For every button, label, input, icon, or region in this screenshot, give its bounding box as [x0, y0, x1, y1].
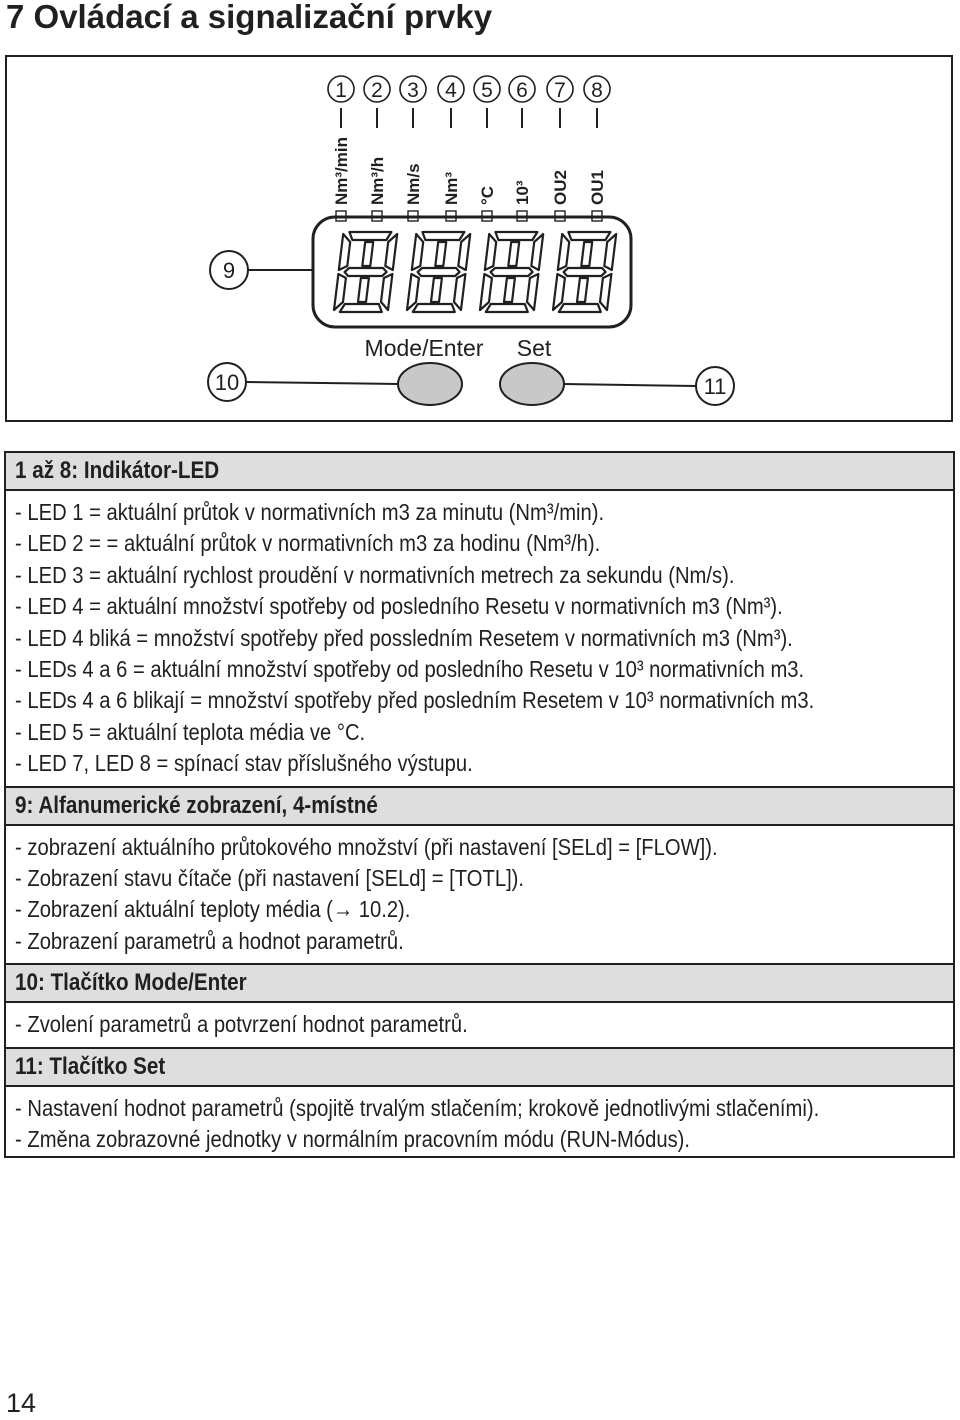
legend-body-mode-enter — [6, 1003, 953, 1048]
line-text: - LED 3 = aktuální rychlost proudění v normativních metrech za sekundu (Nm/s). — [15, 561, 735, 588]
display-segment — [381, 274, 392, 310]
legend-line — [15, 528, 953, 559]
line-text: - Zobrazení aktuální teploty média (→ 10.2). — [15, 896, 411, 923]
display-segment — [568, 232, 610, 240]
display-segment — [339, 234, 350, 270]
led-callout-number: 3 — [407, 79, 419, 102]
legend-line — [15, 748, 953, 779]
display-segment — [486, 304, 528, 312]
led-callout-number: 2 — [371, 79, 383, 102]
led-unit-labels — [332, 137, 607, 205]
set-button[interactable] — [500, 363, 564, 405]
display-segment — [431, 278, 442, 302]
led-unit-label: Nm³/min — [332, 137, 351, 205]
legend-line — [15, 926, 953, 957]
page-title: 7 Ovládací a signalizační prvky — [6, 0, 493, 35]
led-callout-number: 8 — [591, 79, 603, 102]
led-unit-label: 10³ — [513, 180, 532, 205]
legend-line — [15, 1093, 953, 1124]
legend-line — [15, 717, 953, 748]
display-window — [313, 217, 631, 327]
led-number-callouts — [328, 76, 610, 102]
legend-body-leds — [6, 491, 953, 788]
set-leader-line — [564, 384, 696, 386]
display-segment — [362, 242, 373, 266]
line-text: - zobrazení aktuálního průtokového množství (při nastavení [SELd] = [FLOW]). — [15, 833, 718, 860]
display-segment — [564, 268, 606, 276]
heading-text: 10: Tlačítko Mode/Enter — [15, 969, 247, 997]
set-callout-number: 11 — [703, 374, 727, 399]
line-text: - LED 4 = aktuální množství spotřeby od posledního Resetu v normativních m3 (Nm³). — [15, 593, 783, 620]
legend-line — [15, 832, 953, 863]
legend-line — [15, 591, 953, 622]
legend-line — [15, 560, 953, 591]
display-segment — [495, 232, 537, 240]
legend-line — [15, 1124, 953, 1155]
line-text: - Zvolení parametrů a potvrzení hodnot parametrů. — [15, 1011, 468, 1038]
legend-heading-set — [6, 1049, 953, 1087]
line-text: - LEDs 4 a 6 blikají = množství spotřeby před posledním Resetem v 10³ normativních m3. — [15, 687, 815, 714]
mode-enter-callout-number: 10 — [214, 370, 240, 395]
display-segment — [600, 274, 611, 310]
line-text: - Změna zobrazovné jednotky v normálním pracovním módu (RUN-Módus). — [15, 1126, 691, 1153]
legend-line — [15, 623, 953, 654]
led-callout-number: 1 — [335, 79, 347, 102]
led-callout-number: 6 — [516, 79, 528, 102]
display-segment — [454, 274, 465, 310]
device-front-diagram — [0, 0, 960, 440]
heading-text: 9: Alfanumerické zobrazení, 4-místné — [15, 791, 378, 819]
line-text: - Zobrazení parametrů a hodnot parametrů. — [15, 927, 404, 954]
legend-line — [15, 863, 953, 894]
legend-table — [4, 451, 955, 1158]
line-text: - LED 7, LED 8 = spínací stav příslušného výstupu. — [15, 750, 473, 777]
display-callout-number: 9 — [222, 258, 236, 283]
led-unit-label: °C — [478, 185, 497, 205]
line-text: - Zobrazení stavu čítače (při nastavení [SELd] = [TOTL]). — [15, 865, 525, 892]
set-label: Set — [516, 335, 552, 361]
led-leader-lines — [341, 108, 597, 128]
legend-line — [15, 894, 953, 925]
display-segment — [485, 234, 496, 270]
display-segment — [418, 268, 460, 276]
display-segment — [413, 304, 455, 312]
led-unit-label: Nm³/h — [368, 156, 387, 205]
legend-body-display — [6, 826, 953, 966]
line-text: - Nastavení hodnot parametrů (spojitě trvalým stlačením; krokově jednotlivými stlačeními). — [15, 1094, 820, 1121]
display-segment — [577, 278, 588, 302]
display-segment — [412, 234, 423, 270]
led-callout-number: 7 — [554, 79, 566, 102]
legend-heading-mode-enter — [6, 965, 953, 1003]
display-segment — [358, 278, 369, 302]
display-segment — [504, 278, 515, 302]
led-unit-label: OU2 — [551, 170, 570, 205]
four-digit-display — [334, 232, 616, 312]
heading-text: 11: Tlačítko Set — [15, 1052, 166, 1080]
display-segment — [559, 304, 601, 312]
display-segment — [558, 234, 569, 270]
display-segment — [435, 242, 446, 266]
legend-line — [15, 654, 953, 685]
display-segment — [508, 242, 519, 266]
led-unit-label: Nm/s — [404, 163, 423, 205]
legend-line — [15, 497, 953, 528]
line-text: - LED 5 = aktuální teplota média ve °C. — [15, 718, 366, 745]
led-callout-number: 4 — [445, 79, 457, 102]
legend-line — [15, 685, 953, 716]
legend-heading-leds — [6, 453, 953, 491]
line-text: - LED 2 = = aktuální průtok v normativních m3 za hodinu (Nm³/h). — [15, 530, 601, 557]
line-text: - LED 4 bliká = množství spotřeby před possledním Resetem v normativních m3 (Nm³). — [15, 624, 793, 651]
led-unit-label: Nm³ — [442, 171, 461, 205]
legend-heading-display — [6, 788, 953, 826]
display-segment — [349, 232, 391, 240]
led-callout-number: 5 — [481, 79, 493, 102]
legend-line — [15, 1009, 953, 1040]
line-text: - LEDs 4 a 6 = aktuální množství spotřeby od posledního Resetu v 10³ normativních m3. — [15, 656, 805, 683]
display-segment — [422, 232, 464, 240]
page-number: 14 — [6, 1388, 37, 1418]
display-segment — [491, 268, 533, 276]
mode-enter-leader-line — [246, 382, 398, 384]
display-segment — [527, 274, 538, 310]
legend-body-set — [6, 1087, 953, 1162]
mode-enter-button[interactable] — [398, 363, 462, 405]
display-segment — [345, 268, 387, 276]
heading-text: 1 až 8: Indikátor-LED — [15, 457, 220, 484]
display-segment — [340, 304, 382, 312]
led-unit-label: OU1 — [588, 170, 607, 205]
display-segment — [581, 242, 592, 266]
mode-enter-label: Mode/Enter — [364, 335, 484, 361]
line-text: - LED 1 = aktuální průtok v normativních m3 za minutu (Nm³/min). — [15, 499, 605, 525]
